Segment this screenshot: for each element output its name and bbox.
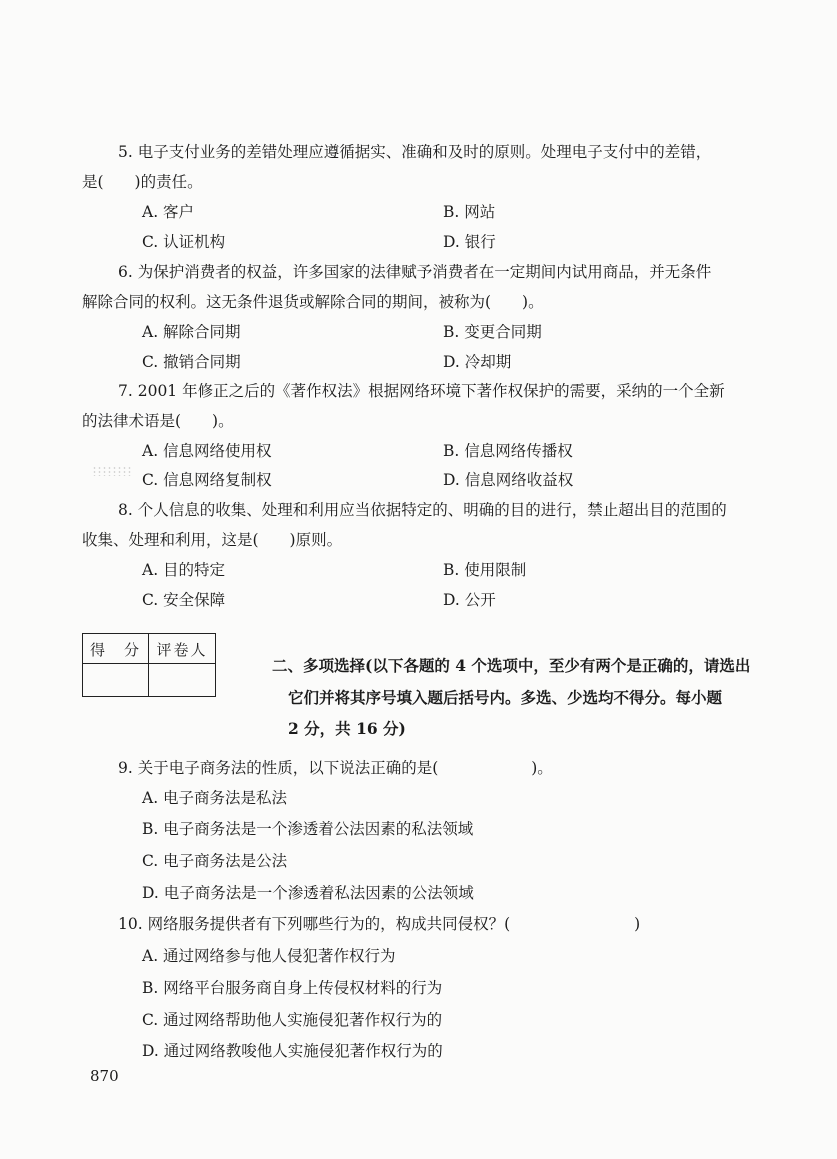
score-header-label: 得 分 xyxy=(89,641,141,659)
question-9-option-d: D. 电子商务法是一个渗透着私法因素的公法领域 xyxy=(142,884,474,902)
question-8-line-2: 收集、处理和利用，这是( )原则。 xyxy=(82,531,343,549)
question-7-option-c: C. 信息网络复制权 xyxy=(142,471,272,489)
grader-header-label: 评卷人 xyxy=(156,641,208,659)
page-number: 870 xyxy=(90,1067,119,1085)
question-8-option-b: B. 使用限制 xyxy=(443,561,527,579)
section-2-heading-line-3: 2 分，共 16 分) xyxy=(288,719,406,738)
grader-cell xyxy=(149,664,215,696)
question-5-option-b: B. 网站 xyxy=(443,203,496,221)
question-8-option-a: A. 目的特定 xyxy=(142,561,226,579)
question-8-line-1: 8. 个人信息的收集、处理和利用应当依据特定的、明确的目的进行，禁止超出目的范围的 xyxy=(118,501,727,519)
question-6-option-d: D. 冷却期 xyxy=(443,353,512,371)
question-7-line-2: 的法律术语是( )。 xyxy=(82,412,234,430)
question-6-line-1: 6. 为保护消费者的权益，许多国家的法律赋予消费者在一定期间内试用商品，并无条件 xyxy=(118,263,712,281)
question-9-option-c: C. 电子商务法是公法 xyxy=(142,852,288,870)
question-5-option-a: A. 客户 xyxy=(142,203,195,221)
question-7-line-1: 7. 2001 年修正之后的《著作权法》根据网络环境下著作权保护的需要，采纳的一个全新 xyxy=(118,382,725,400)
question-5-line-2: 是( )的责任。 xyxy=(82,173,203,191)
question-9-option-a: A. 电子商务法是私法 xyxy=(142,789,288,807)
question-10-option-d: D. 通过网络教唆他人实施侵犯著作权行为的 xyxy=(142,1042,443,1060)
section-2-heading-line-1: 二、多项选择(以下各题的 4 个选项中，至少有两个是正确的，请选出 xyxy=(272,656,751,675)
question-10-option-b: B. 网络平台服务商自身上传侵权材料的行为 xyxy=(142,979,443,997)
score-table-header-grader xyxy=(149,634,215,664)
question-6-option-b: B. 变更合同期 xyxy=(443,323,542,341)
score-cell xyxy=(83,664,149,696)
question-10-stem: 10. 网络服务提供者有下列哪些行为的，构成共同侵权？( ) xyxy=(118,915,641,933)
score-table-header-score xyxy=(83,634,149,664)
question-5-option-d: D. 银行 xyxy=(443,233,496,251)
scan-noise xyxy=(92,466,132,476)
question-9-option-b: B. 电子商务法是一个渗透着公法因素的私法领域 xyxy=(142,820,474,838)
question-6-line-2: 解除合同的权利。这无条件退货或解除合同的期间，被称为( )。 xyxy=(82,293,544,311)
question-5-line-1: 5. 电子支付业务的差错处理应遵循据实、准确和及时的原则。处理电子支付中的差错， xyxy=(118,143,712,161)
section-2-heading-line-2: 它们并将其序号填入题后括号内。多选、少选均不得分。每小题 xyxy=(288,688,723,707)
question-10-option-c: C. 通过网络帮助他人实施侵犯著作权行为的 xyxy=(142,1011,443,1029)
question-7-option-a: A. 信息网络使用权 xyxy=(142,442,272,460)
question-8-option-c: C. 安全保障 xyxy=(142,591,226,609)
question-9-stem: 9. 关于电子商务法的性质，以下说法正确的是( )。 xyxy=(118,759,553,777)
question-8-option-d: D. 公开 xyxy=(443,591,496,609)
question-10-option-a: A. 通过网络参与他人侵犯著作权行为 xyxy=(142,947,396,965)
question-5-option-c: C. 认证机构 xyxy=(142,233,226,251)
question-7-option-d: D. 信息网络收益权 xyxy=(443,471,574,489)
question-6-option-a: A. 解除合同期 xyxy=(142,323,241,341)
question-6-option-c: C. 撤销合同期 xyxy=(142,353,241,371)
score-table xyxy=(82,633,216,697)
question-7-option-b: B. 信息网络传播权 xyxy=(443,442,573,460)
